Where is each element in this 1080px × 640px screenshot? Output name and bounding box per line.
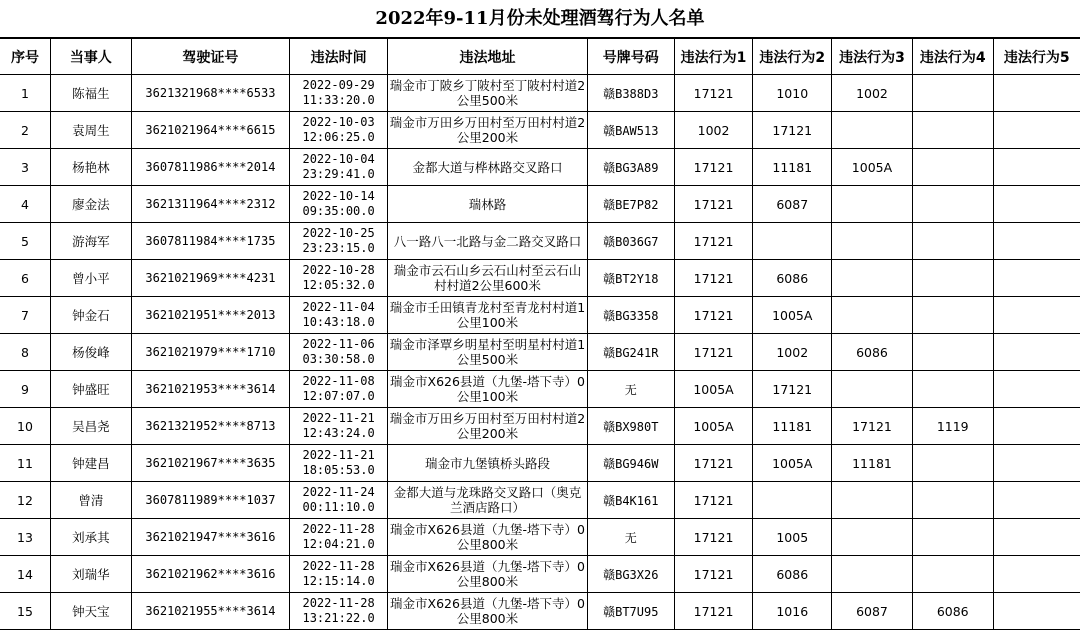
cell-violation-5[interactable]: [993, 593, 1080, 630]
cell-clock-text: 03:30:58.0: [302, 352, 375, 366]
cell-violation-4[interactable]: [912, 149, 993, 186]
cell-violation-1[interactable]: 1002: [674, 112, 753, 149]
cell-plate[interactable]: 赣BG3358: [587, 297, 674, 334]
cell-violation-5[interactable]: [993, 445, 1080, 482]
cell-violation-2[interactable]: 11181: [753, 408, 832, 445]
cell-violation-5[interactable]: [993, 112, 1080, 149]
table-row: [0, 519, 1080, 556]
cell-address[interactable]: 八一路八一北路与金二路交叉路口: [388, 223, 588, 260]
table-row: [0, 75, 1080, 112]
cell-violation-4[interactable]: [912, 482, 993, 519]
cell-license[interactable]: 3621021967****3635: [131, 445, 289, 482]
cell-violation-3[interactable]: [832, 482, 913, 519]
header-cell-no: 序号: [0, 39, 50, 75]
header-cell-violation-3: 违法行为3: [832, 39, 913, 75]
cell-name[interactable]: 钟金石: [50, 297, 131, 334]
cell-violation-2[interactable]: 6086: [753, 260, 832, 297]
cell-violation-2[interactable]: 17121: [753, 112, 832, 149]
cell-violation-3[interactable]: [832, 260, 913, 297]
table-row: [0, 149, 1080, 186]
header-cell-time: 违法时间: [290, 39, 388, 75]
table-row: [0, 260, 1080, 297]
cell-clock-text: 23:29:41.0: [302, 167, 375, 181]
cell-no[interactable]: 3: [0, 149, 50, 186]
cell-violation-5[interactable]: [993, 149, 1080, 186]
cell-time[interactable]: [290, 149, 388, 186]
cell-violation-3[interactable]: 6086: [832, 334, 913, 371]
cell-violation-1[interactable]: 17121: [674, 260, 753, 297]
cell-no[interactable]: 14: [0, 556, 50, 593]
table-row: [0, 445, 1080, 482]
cell-date-text: 2022-11-24: [302, 485, 375, 499]
cell-time[interactable]: [290, 112, 388, 149]
cell-name[interactable]: 杨俊峰: [50, 334, 131, 371]
cell-name[interactable]: 刘承其: [50, 519, 131, 556]
header-cell-plate: 号牌号码: [587, 39, 674, 75]
header-cell-address: 违法地址: [388, 39, 588, 75]
cell-violation-1[interactable]: 17121: [674, 186, 753, 223]
cell-license[interactable]: 3621321952****8713: [131, 408, 289, 445]
table-row: [0, 112, 1080, 149]
cell-clock-text: 12:15:14.0: [302, 574, 375, 588]
cell-date-text: 2022-11-21: [302, 448, 375, 462]
cell-address[interactable]: 瑞金市X626县道（九堡-塔下寺）0公里800米: [388, 556, 588, 593]
cell-name[interactable]: 袁周生: [50, 112, 131, 149]
cell-clock-text: 13:21:22.0: [302, 611, 375, 625]
cell-name[interactable]: 曾小平: [50, 260, 131, 297]
cell-no[interactable]: 10: [0, 408, 50, 445]
cell-clock-text: 18:05:53.0: [302, 463, 375, 477]
cell-time[interactable]: [290, 297, 388, 334]
cell-name[interactable]: 吴昌尧: [50, 408, 131, 445]
cell-no[interactable]: 11: [0, 445, 50, 482]
cell-date-text: 2022-10-28: [302, 263, 375, 277]
cell-clock-text: 12:06:25.0: [302, 130, 375, 144]
cell-violation-5[interactable]: [993, 334, 1080, 371]
cell-plate[interactable]: 赣BG3A89: [587, 149, 674, 186]
cell-plate[interactable]: 赣BG3X26: [587, 556, 674, 593]
cell-plate[interactable]: 赣BG241R: [587, 334, 674, 371]
cell-violation-3[interactable]: [832, 297, 913, 334]
cell-violation-4[interactable]: [912, 297, 993, 334]
cell-violation-2[interactable]: 1005: [753, 519, 832, 556]
cell-date-text: 2022-10-03: [302, 115, 375, 129]
cell-violation-2[interactable]: 17121: [753, 371, 832, 408]
cell-violation-4[interactable]: [912, 112, 993, 149]
cell-address[interactable]: 瑞金市泽覃乡明星村至明星村村道1公里500米: [388, 334, 588, 371]
cell-violation-1[interactable]: 17121: [674, 223, 753, 260]
table-row: [0, 186, 1080, 223]
cell-time[interactable]: [290, 445, 388, 482]
cell-address[interactable]: 瑞金市万田乡万田村至万田村村道2公里200米: [388, 112, 588, 149]
cell-violation-1[interactable]: 17121: [674, 556, 753, 593]
cell-time[interactable]: [290, 408, 388, 445]
cell-violation-2[interactable]: [753, 482, 832, 519]
cell-license[interactable]: 3621021951****2013: [131, 297, 289, 334]
cell-violation-3[interactable]: [832, 186, 913, 223]
cell-license[interactable]: 3621021947****3616: [131, 519, 289, 556]
cell-name[interactable]: 杨艳林: [50, 149, 131, 186]
cell-address[interactable]: 金都大道与桦林路交叉路口: [388, 149, 588, 186]
cell-address[interactable]: 瑞金市X626县道（九堡-塔下寺）0公里800米: [388, 519, 588, 556]
cell-time[interactable]: [290, 260, 388, 297]
cell-date-text: 2022-10-04: [302, 152, 375, 166]
cell-violation-5[interactable]: [993, 223, 1080, 260]
cell-plate[interactable]: 赣BAW513: [587, 112, 674, 149]
cell-time[interactable]: [290, 334, 388, 371]
cell-address[interactable]: 瑞金市万田乡万田村至万田村村道2公里200米: [388, 408, 588, 445]
cell-violation-4[interactable]: [912, 75, 993, 112]
cell-name[interactable]: 钟天宝: [50, 593, 131, 630]
cell-license[interactable]: 3607811989****1037: [131, 482, 289, 519]
cell-date-text: 2022-09-29: [302, 78, 375, 92]
table-row: [0, 297, 1080, 334]
header-row: [0, 39, 1080, 75]
table-row: [0, 556, 1080, 593]
cell-violation-3[interactable]: 1002: [832, 75, 913, 112]
cell-license[interactable]: 3621021953****3614: [131, 371, 289, 408]
cell-date-text: 2022-11-28: [302, 559, 375, 573]
table-row: [0, 408, 1080, 445]
cell-plate[interactable]: 赣BT2Y18: [587, 260, 674, 297]
cell-address[interactable]: 瑞金市云石山乡云石山村至云石山村村道2公里600米: [388, 260, 588, 297]
cell-violation-5[interactable]: [993, 371, 1080, 408]
cell-violation-3[interactable]: 1005A: [832, 149, 913, 186]
cell-address[interactable]: 金都大道与龙珠路交叉路口（奥克兰酒店路口）: [388, 482, 588, 519]
table-row: [0, 593, 1080, 630]
cell-violation-3[interactable]: [832, 112, 913, 149]
cell-violation-3[interactable]: 6087: [832, 593, 913, 630]
cell-address[interactable]: 瑞金市X626县道（九堡-塔下寺）0公里800米: [388, 593, 588, 630]
cell-plate[interactable]: 赣B036G7: [587, 223, 674, 260]
cell-date-text: 2022-11-04: [302, 300, 375, 314]
header-cell-violation-5: 违法行为5: [993, 39, 1080, 75]
header-cell-violation-1: 违法行为1: [674, 39, 753, 75]
table-row: [0, 482, 1080, 519]
cell-time[interactable]: [290, 75, 388, 112]
cell-violation-1[interactable]: 1005A: [674, 371, 753, 408]
cell-violation-2[interactable]: 1010: [753, 75, 832, 112]
cell-name[interactable]: 刘瑞华: [50, 556, 131, 593]
cell-name[interactable]: 廖金法: [50, 186, 131, 223]
cell-license[interactable]: 3621021969****4231: [131, 260, 289, 297]
cell-no[interactable]: 1: [0, 75, 50, 112]
cell-time[interactable]: [290, 556, 388, 593]
cell-clock-text: 00:11:10.0: [302, 500, 375, 514]
cell-violation-4[interactable]: [912, 334, 993, 371]
cell-violation-1[interactable]: 17121: [674, 297, 753, 334]
cell-violation-3[interactable]: [832, 223, 913, 260]
cell-date-text: 2022-11-08: [302, 374, 375, 388]
table-row: [0, 371, 1080, 408]
cell-address[interactable]: 瑞金市壬田镇青龙村至青龙村村道1公里100米: [388, 297, 588, 334]
header-cell-name: 当事人: [50, 39, 131, 75]
cell-violation-3[interactable]: [832, 371, 913, 408]
cell-violation-1[interactable]: 1005A: [674, 408, 753, 445]
cell-violation-1[interactable]: 17121: [674, 445, 753, 482]
cell-violation-1[interactable]: 17121: [674, 482, 753, 519]
cell-plate[interactable]: 赣B388D3: [587, 75, 674, 112]
cell-clock-text: 12:43:24.0: [302, 426, 375, 440]
cell-violation-4[interactable]: [912, 186, 993, 223]
cell-license[interactable]: 3621311964****2312: [131, 186, 289, 223]
cell-clock-text: 12:07:07.0: [302, 389, 375, 403]
cell-license[interactable]: 3621021979****1710: [131, 334, 289, 371]
cell-name[interactable]: 曾清: [50, 482, 131, 519]
cell-no[interactable]: 13: [0, 519, 50, 556]
cell-violation-2[interactable]: 1002: [753, 334, 832, 371]
cell-clock-text: 11:33:20.0: [302, 93, 375, 107]
violation-table: [0, 38, 1080, 630]
cell-license[interactable]: 3621021962****3616: [131, 556, 289, 593]
cell-address[interactable]: 瑞金市九堡镇桥头路段: [388, 445, 588, 482]
cell-violation-2[interactable]: 6086: [753, 556, 832, 593]
cell-plate[interactable]: 赣BG946W: [587, 445, 674, 482]
header-cell-violation-2: 违法行为2: [753, 39, 832, 75]
cell-plate[interactable]: 赣BT7U95: [587, 593, 674, 630]
cell-no[interactable]: 2: [0, 112, 50, 149]
cell-clock-text: 12:05:32.0: [302, 278, 375, 292]
cell-no[interactable]: 7: [0, 297, 50, 334]
cell-time[interactable]: [290, 371, 388, 408]
header-cell-license: 驾驶证号: [131, 39, 289, 75]
page-title: 2022年9-11月份未处理酒驾行为人名单: [0, 0, 1080, 38]
cell-violation-4[interactable]: [912, 371, 993, 408]
cell-violation-2[interactable]: 11181: [753, 149, 832, 186]
cell-license[interactable]: 3607811986****2014: [131, 149, 289, 186]
cell-no[interactable]: 9: [0, 371, 50, 408]
cell-no[interactable]: 6: [0, 260, 50, 297]
cell-violation-4[interactable]: [912, 260, 993, 297]
cell-no[interactable]: 15: [0, 593, 50, 630]
cell-plate[interactable]: 赣BX980T: [587, 408, 674, 445]
cell-date-text: 2022-10-14: [302, 189, 375, 203]
cell-license[interactable]: 3621321968****6533: [131, 75, 289, 112]
cell-violation-1[interactable]: 17121: [674, 149, 753, 186]
cell-violation-2[interactable]: 6087: [753, 186, 832, 223]
cell-license[interactable]: 3621021964****6615: [131, 112, 289, 149]
cell-violation-3[interactable]: [832, 556, 913, 593]
cell-violation-5[interactable]: [993, 75, 1080, 112]
cell-date-text: 2022-11-06: [302, 337, 375, 351]
cell-date-text: 2022-11-28: [302, 522, 375, 536]
cell-no[interactable]: 8: [0, 334, 50, 371]
cell-clock-text: 23:23:15.0: [302, 241, 375, 255]
cell-violation-4[interactable]: [912, 556, 993, 593]
cell-time[interactable]: [290, 186, 388, 223]
cell-violation-5[interactable]: [993, 186, 1080, 223]
cell-violation-1[interactable]: 17121: [674, 334, 753, 371]
cell-violation-2[interactable]: [753, 223, 832, 260]
cell-plate[interactable]: 无: [587, 371, 674, 408]
cell-name[interactable]: 钟盛旺: [50, 371, 131, 408]
cell-time[interactable]: [290, 482, 388, 519]
cell-name[interactable]: 陈福生: [50, 75, 131, 112]
cell-violation-3[interactable]: 17121: [832, 408, 913, 445]
header-cell-violation-4: 违法行为4: [912, 39, 993, 75]
cell-violation-4[interactable]: 1119: [912, 408, 993, 445]
cell-time[interactable]: [290, 593, 388, 630]
cell-violation-5[interactable]: [993, 519, 1080, 556]
cell-no[interactable]: 4: [0, 186, 50, 223]
cell-clock-text: 10:43:18.0: [302, 315, 375, 329]
cell-violation-5[interactable]: [993, 408, 1080, 445]
cell-violation-4[interactable]: [912, 445, 993, 482]
cell-violation-2[interactable]: 1016: [753, 593, 832, 630]
cell-violation-4[interactable]: 6086: [912, 593, 993, 630]
cell-license[interactable]: 3607811984****1735: [131, 223, 289, 260]
cell-plate[interactable]: 赣BE7P82: [587, 186, 674, 223]
cell-violation-4[interactable]: [912, 519, 993, 556]
cell-violation-1[interactable]: 17121: [674, 593, 753, 630]
cell-violation-1[interactable]: 17121: [674, 75, 753, 112]
cell-date-text: 2022-11-28: [302, 596, 375, 610]
cell-plate[interactable]: 无: [587, 519, 674, 556]
cell-address[interactable]: 瑞金市X626县道（九堡-塔下寺）0公里100米: [388, 371, 588, 408]
cell-license[interactable]: 3621021955****3614: [131, 593, 289, 630]
cell-clock-text: 09:35:00.0: [302, 204, 375, 218]
cell-address[interactable]: 瑞金市丁陂乡丁陂村至丁陂村村道2公里500米: [388, 75, 588, 112]
cell-clock-text: 12:04:21.0: [302, 537, 375, 551]
cell-address[interactable]: 瑞林路: [388, 186, 588, 223]
cell-name[interactable]: 游海军: [50, 223, 131, 260]
cell-violation-3[interactable]: 11181: [832, 445, 913, 482]
cell-violation-5[interactable]: [993, 297, 1080, 334]
cell-time[interactable]: [290, 223, 388, 260]
cell-violation-5[interactable]: [993, 482, 1080, 519]
cell-violation-2[interactable]: 1005A: [753, 297, 832, 334]
cell-no[interactable]: 12: [0, 482, 50, 519]
cell-no[interactable]: 5: [0, 223, 50, 260]
table-row: [0, 334, 1080, 371]
table-row: [0, 223, 1080, 260]
cell-violation-2[interactable]: 1005A: [753, 445, 832, 482]
cell-violation-4[interactable]: [912, 223, 993, 260]
cell-date-text: 2022-11-21: [302, 411, 375, 425]
cell-violation-5[interactable]: [993, 556, 1080, 593]
cell-date-text: 2022-10-25: [302, 226, 375, 240]
cell-violation-5[interactable]: [993, 260, 1080, 297]
cell-time[interactable]: [290, 519, 388, 556]
cell-plate[interactable]: 赣B4K161: [587, 482, 674, 519]
cell-name[interactable]: 钟建昌: [50, 445, 131, 482]
cell-violation-1[interactable]: 17121: [674, 519, 753, 556]
cell-violation-3[interactable]: [832, 519, 913, 556]
